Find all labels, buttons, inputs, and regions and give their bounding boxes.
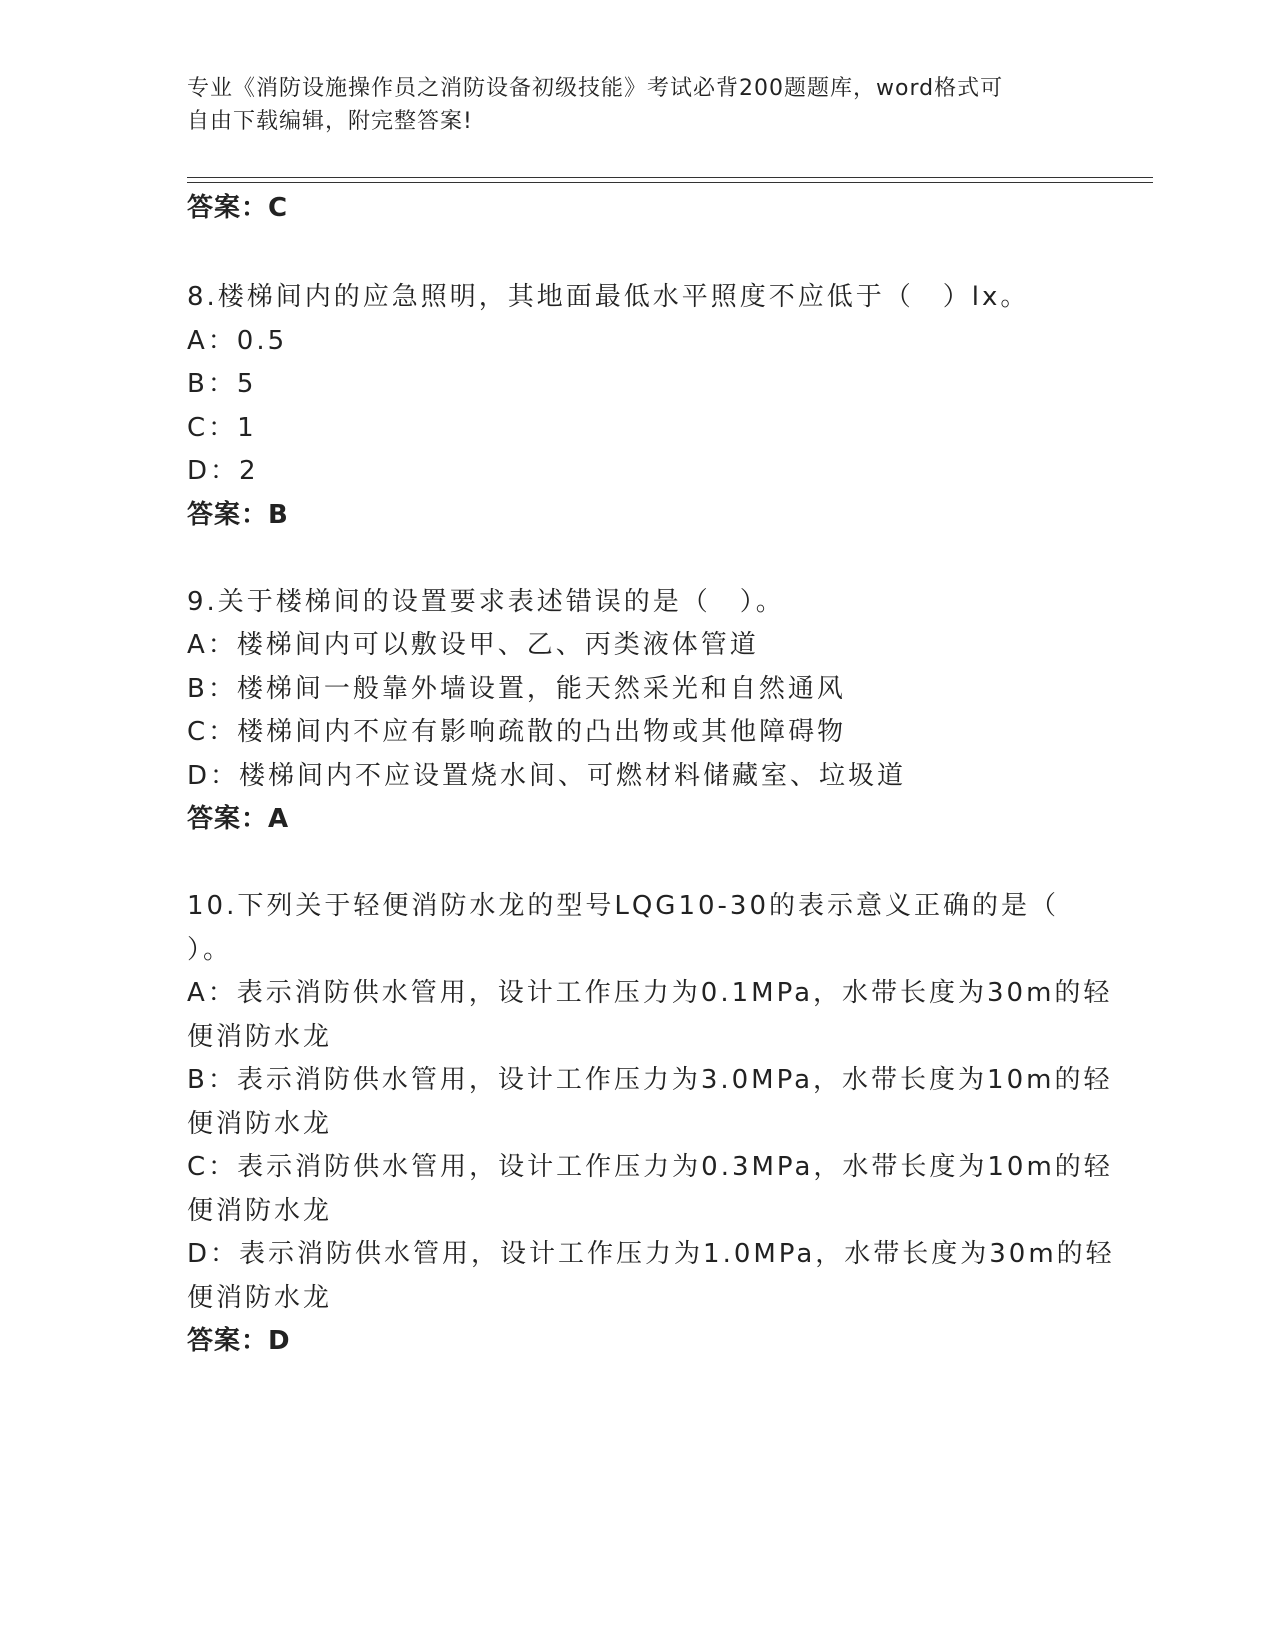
question-10-stem-cont: ）。 [187,935,233,965]
question-10-option-d: D：表示消防供水管用，设计工作压力为1.0MPa，水带长度为30m的轻 [187,1239,1115,1269]
question-9-stem: 9.关于楼梯间的设置要求表述错误的是（ ）。 [187,587,785,617]
question-10-option-c-cont: 便消防水龙 [187,1196,333,1226]
question-9-option-d: D：楼梯间内不应设置烧水间、可燃材料储藏室、垃圾道 [187,761,907,791]
question-9-option-a: A：楼梯间内可以敷设甲、乙、丙类液体管道 [187,630,759,660]
document-header [187,72,1067,138]
question-9-option-c: C：楼梯间内不应有影响疏散的凸出物或其他障碍物 [187,717,847,747]
previous-answer: 答案：C [187,193,289,223]
question-8-stem: 8.楼梯间内的应急照明，其地面最低水平照度不应低于（ ）lx。 [187,282,1030,312]
question-10-option-d-cont: 便消防水龙 [187,1283,333,1313]
question-10-option-a: A：表示消防供水管用，设计工作压力为0.1MPa，水带长度为30m的轻 [187,978,1113,1008]
question-10-stem: 10.下列关于轻便消防水龙的型号LQG10-30的表示意义正确的是（ [187,891,1059,921]
header-divider [187,182,1153,183]
question-8-option-a: A：0.5 [187,326,288,356]
question-10-option-b-cont: 便消防水龙 [187,1109,333,1139]
question-8-option-c: C：1 [187,413,257,443]
question-8-answer: 答案：B [187,500,289,530]
question-9-answer: 答案：A [187,804,290,834]
question-8-option-d: D：2 [187,456,259,486]
header-line-1: 专业《消防设施操作员之消防设备初级技能》考试必背200题题库，word格式可 [187,76,1004,101]
question-9-option-b: B：楼梯间一般靠外墙设置，能天然采光和自然通风 [187,674,846,704]
question-10-answer: 答案：D [187,1326,291,1356]
header-divider [187,177,1153,178]
question-10-option-a-cont: 便消防水龙 [187,1022,333,1052]
header-line-2: 自由下载编辑，附完整答案! [187,109,473,134]
question-8-option-b: B：5 [187,369,257,399]
question-10-option-b: B：表示消防供水管用，设计工作压力为3.0MPa，水带长度为10m的轻 [187,1065,1113,1095]
question-10-option-c: C：表示消防供水管用，设计工作压力为0.3MPa，水带长度为10m的轻 [187,1152,1113,1182]
